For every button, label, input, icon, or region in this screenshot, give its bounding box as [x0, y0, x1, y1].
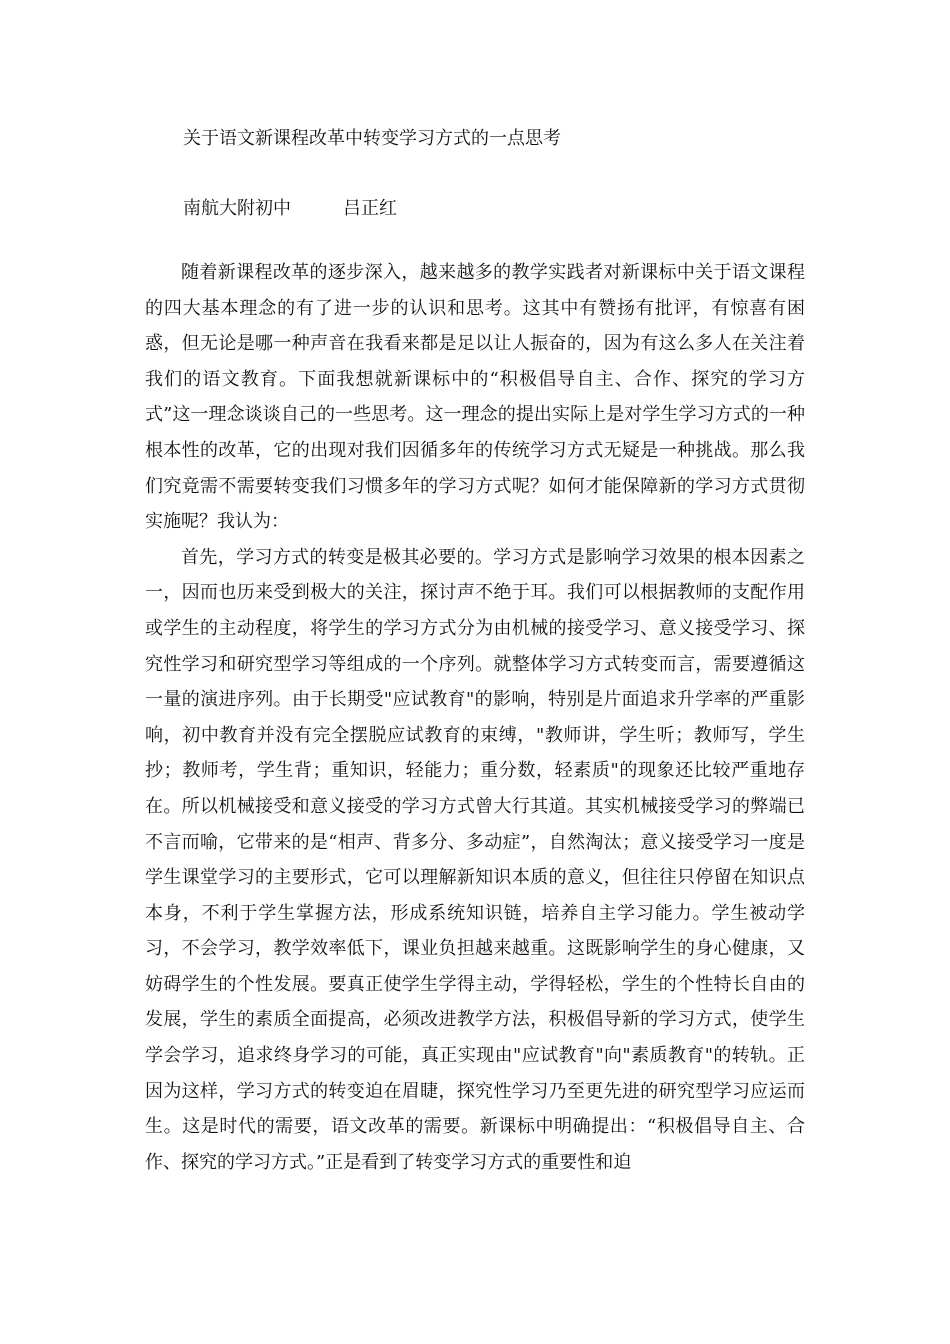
school-name: 南航大附初中	[183, 198, 291, 219]
paragraph-2: 首先，学习方式的转变是极其必要的。学习方式是影响学习效果的根本因素之一，因而也历来受到极大的关注，探讨声不绝于耳。我们可以根据教师的支配作用或学生的主动程度，将学生的学习方式分为由机械的接受学习、意义接受学习、探究性学习和研究型学习等组成的一个序列。就整体学习方式转变而言，需要遵循这一量的演进序列。由于长期受"应试教育"的影响，特别是片面追求升学率的严重影响，初中教育并没有完全摆脱应试教育的束缚，"教师讲，学生听；教师写，学生抄；教师考，学生背；重知识，轻能力；重分数，轻素质"的现象还比较严重地存在。所以机械接受和意义接受的学习方式曾大行其道。其实机械接受学习的弊端已不言而喻，它带来的是“相声、背多分、多动症”，自然淘汰；意义接受学习一度是学生课堂学习的主要形式，它可以理解新知识本质的意义，但往往只停留在知识点本身，不利于学生掌握方法，形成系统知识链，培养自主学习能力。学生被动学习，不会学习，教学效率低下，课业负担越来越重。这既影响学生的身心健康，又妨碍学生的个性发展。要真正使学生学得主动，学得轻松，学生的个性特长自由的发展，学生的素质全面提高，必须改进教学方法，积极倡导新的学习方式，使学生学会学习，追求终身学习的可能，真正实现由"应试教育"向"素质教育"的转轨。正因为这样，学习方式的转变迫在眉睫，探究性学习乃至更先进的研究型学习应运而生。这是时代的需要，语文改革的需要。新课标中明确提出：“积极倡导自主、合作、探究的学习方式。”正是看到了转变学习方式的重要性和迫	[145, 546, 805, 1173]
paragraph-1: 随着新课程改革的逐步深入，越来越多的教学实践者对新课标中关于语文课程的四大基本理念的有了进一步的认识和思考。这其中有赞扬有批评，有惊喜有困惑，但无论是哪一种声音在我看来都是足以让人振奋的，因为有这么多人在关注着我们的语文教育。下面我想就新课标中的“积极倡导自主、合作、探究的学习方式”这一理念谈谈自己的一些思考。这一理念的提出实际上是对学生学习方式的一种根本性的改革，它的出现对我们因循多年的传统学习方式无疑是一种挑战。那么我们究竟需不需要转变我们习惯多年的学习方式呢？如何才能保障新的学习方式贯彻实施呢？我认为：	[145, 262, 805, 533]
body-text	[145, 255, 805, 1180]
author-name: 吕正红	[343, 198, 397, 219]
document-title: 关于语文新课程改革中转变学习方式的一点思考	[183, 128, 561, 149]
byline	[183, 194, 397, 224]
